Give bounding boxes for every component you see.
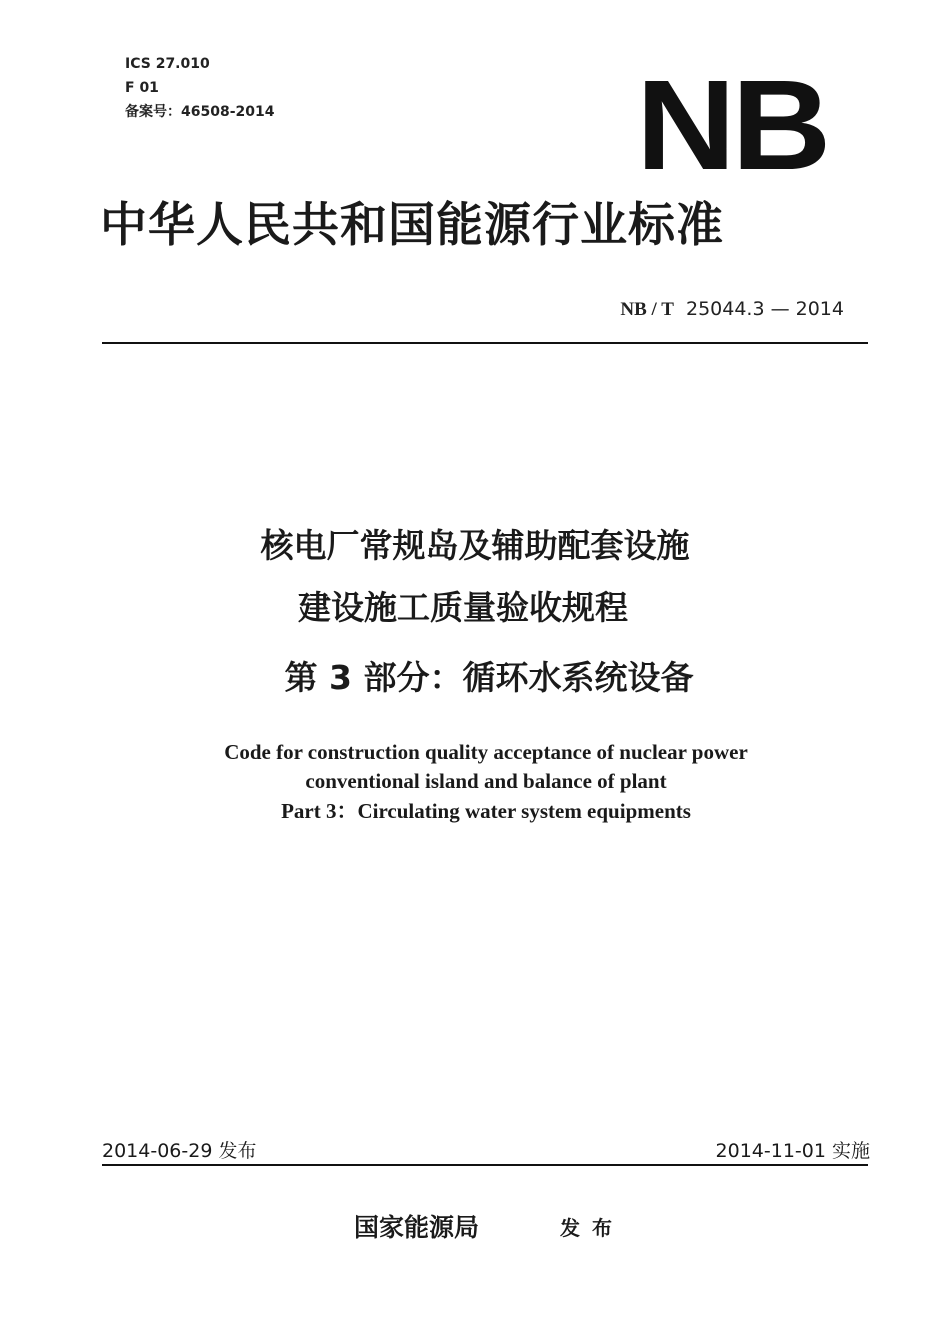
registration-number: 备案号：46508-2014 — [125, 104, 275, 120]
footer-divider — [102, 1164, 868, 1166]
ics-code: ICS 27.010 — [125, 56, 210, 72]
header-divider — [102, 342, 868, 344]
standard-code: 25044.3 — 2014 — [685, 298, 844, 320]
chinese-title-line-1: 核电厂常规岛及辅助配套设施 — [260, 526, 690, 565]
standard-number — [620, 298, 844, 321]
english-title-line-2: conventional island and balance of plant — [305, 769, 667, 793]
implementation-date: 2014-11-01 实施 — [715, 1140, 870, 1162]
publisher-action: 发布 — [560, 1216, 624, 1240]
industry-standard-title: 中华人民共和国能源行业标准 — [100, 198, 724, 253]
ccs-code: F 01 — [125, 80, 159, 96]
english-title-line-1: Code for construction quality acceptance of nuclear power — [224, 740, 748, 764]
standard-prefix: NB / T — [620, 299, 674, 320]
chinese-title-line-3: 第 3 部分：循环水系统设备 — [284, 658, 694, 697]
chinese-title-line-2: 建设施工质量验收规程 — [298, 588, 628, 627]
english-title-line-3: Part 3：Circulating water system equipments — [281, 799, 691, 823]
publisher-name: 国家能源局 — [354, 1213, 480, 1242]
issue-date: 2014-06-29 发布 — [102, 1140, 257, 1162]
nb-logo: NB — [636, 54, 828, 197]
